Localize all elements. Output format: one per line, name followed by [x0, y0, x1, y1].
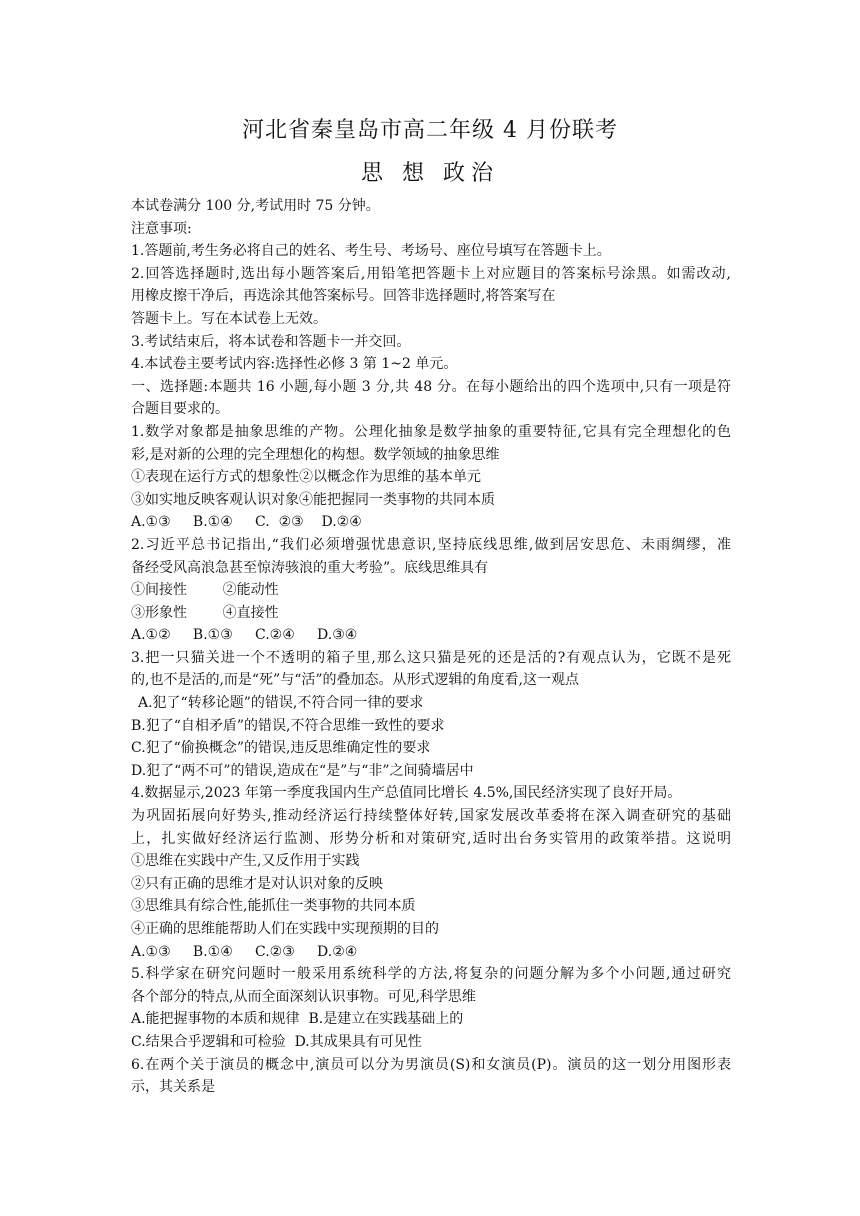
exam-subject: 思 想 政治 — [361, 161, 499, 186]
question-2-options: A.①② B.①③ C.②④ D.③④ — [131, 627, 358, 644]
question-2-statement: ①间接性 ②能动性 — [131, 582, 279, 599]
notice-item-2-cont: 答题卡上。写在本试卷上无效。 — [131, 310, 327, 327]
section-heading: 一、选择题:本题共 16 小题,每小题 3 分,共 48 分。在每小题给出的四个选项中,只有一项是符 — [131, 378, 731, 395]
question-1-stem-cont: 彩,是对新的公理的完全理想化的构想。数学领域的抽象思维 — [131, 446, 500, 463]
question-5-stem-cont: 各个部分的特点,从而全面深刻认识事物。可见,科学思维 — [131, 988, 476, 1005]
notice-item-2: 2.回答选择题时,选出每小题答案后,用铅笔把答题卡上对应题目的答案标号涂黑。如需改动, — [131, 265, 731, 282]
score-time-note: 本试卷满分 100 分,考试用时 75 分钟。 — [131, 198, 380, 214]
question-4-statement: ①思维在实践中产生,又反作用于实践 — [131, 853, 360, 870]
question-4-stem: 4.数据显示,2023 年第一季度我国内生产总值同比增长 4.5%,国民经济实现了良好开局。 — [131, 785, 682, 802]
exam-body — [131, 195, 731, 1099]
question-5-options: A.能把握事物的本质和规律 B.是建立在实践基础上的 — [131, 1011, 464, 1028]
question-2-statement: ③形象性 ④直接性 — [131, 604, 279, 621]
question-5-options: C.结果合乎逻辑和可检验 D.其成果具有可见性 — [131, 1033, 422, 1050]
question-1-options: A.①③ B.①④ C. ②③ D.②④ — [131, 514, 362, 531]
question-3-option-a: A.犯了“转移论题”的错误,不符合同一律的要求 — [138, 695, 424, 712]
question-4-options: A.①③ B.①④ C.②③ D.②④ — [131, 943, 358, 960]
question-2-stem: 2.习近平总书记指出,“我们必须增强忧患意识,坚持底线思维,做到居安思危、未雨绸缪，准 — [131, 536, 731, 553]
question-2-stem-cont: 备经受风高浪急甚至惊涛骇浪的重大考验”。底线思维具有 — [131, 559, 489, 576]
question-6-stem: 6.在两个关于演员的概念中,演员可以分为男演员(S)和女演员(P)。演员的这一划分用图形表 — [131, 1056, 731, 1073]
question-4-statement: ②只有正确的思维才是对认识对象的反映 — [131, 875, 383, 892]
question-1-statement: ①表现在运行方式的想象性②以概念作为思维的基本单元 — [131, 469, 481, 486]
question-6-stem-cont: 示，其关系是 — [131, 1079, 215, 1096]
question-4-statement: ④正确的思维能帮助人们在实践中实现预期的目的 — [131, 921, 439, 937]
exam-title: 河北省秦皇岛市高二年级 4 月份联考 — [242, 118, 618, 143]
question-4-stem-cont: 上，扎实做好经济运行监测、形势分析和对策研究,适时出台务实管用的政策举措。这说明 — [131, 830, 731, 847]
notice-item-2-cont: 用橡皮擦干净后，再选涂其他答案标号。回答非选择题时,将答案写在 — [131, 288, 556, 305]
question-4-stem-cont: 为巩固拓展向好势头,推动经济运行持续整体好转,国家发展改革委将在深入调查研究的基础 — [131, 808, 731, 825]
question-3-option-c: C.犯了“偷换概念”的错误,违反思维确定性的要求 — [131, 740, 431, 757]
notice-item-3: 3.考试结束后，将本试卷和答题卡一并交回。 — [131, 333, 411, 350]
question-4-statement: ③思维具有综合性,能抓住一类事物的共同本质 — [131, 898, 416, 915]
question-1-stem: 1.数学对象都是抽象思维的产物。公理化抽象是数学抽象的重要特征,它具有完全理想化的色 — [131, 423, 731, 440]
notice-item-1: 1.答题前,考生务必将自己的姓名、考生号、考场号、座位号填写在答题卡上。 — [131, 243, 611, 260]
question-3-stem: 3.把一只猫关进一个不透明的箱子里,那么这只猫是死的还是活的?有观点认为，它既不是死 — [131, 649, 731, 666]
notice-heading: 注意事项: — [131, 220, 192, 237]
question-3-option-b: B.犯了“自相矛盾”的错误,不符合思维一致性的要求 — [131, 717, 445, 734]
question-3-option-d: D.犯了“两不可”的错误,造成在“是”与“非”之间骑墙居中 — [131, 762, 474, 779]
question-1-statement: ③如实地反映客观认识对象④能把握同一类事物的共同本质 — [131, 491, 495, 508]
notice-item-4: 4.本试卷主要考试内容:选择性必修 3 第 1~2 单元。 — [131, 356, 458, 373]
section-heading-cont: 合题目要求的。 — [131, 401, 229, 418]
question-3-stem-cont: 的,也不是活的,而是“死”与“活”的叠加态。从形式逻辑的角度看,这一观点 — [131, 672, 579, 689]
question-5-stem: 5.科学家在研究问题时一般采用系统科学的方法,将复杂的问题分解为多个小问题,通过研究 — [131, 966, 731, 983]
